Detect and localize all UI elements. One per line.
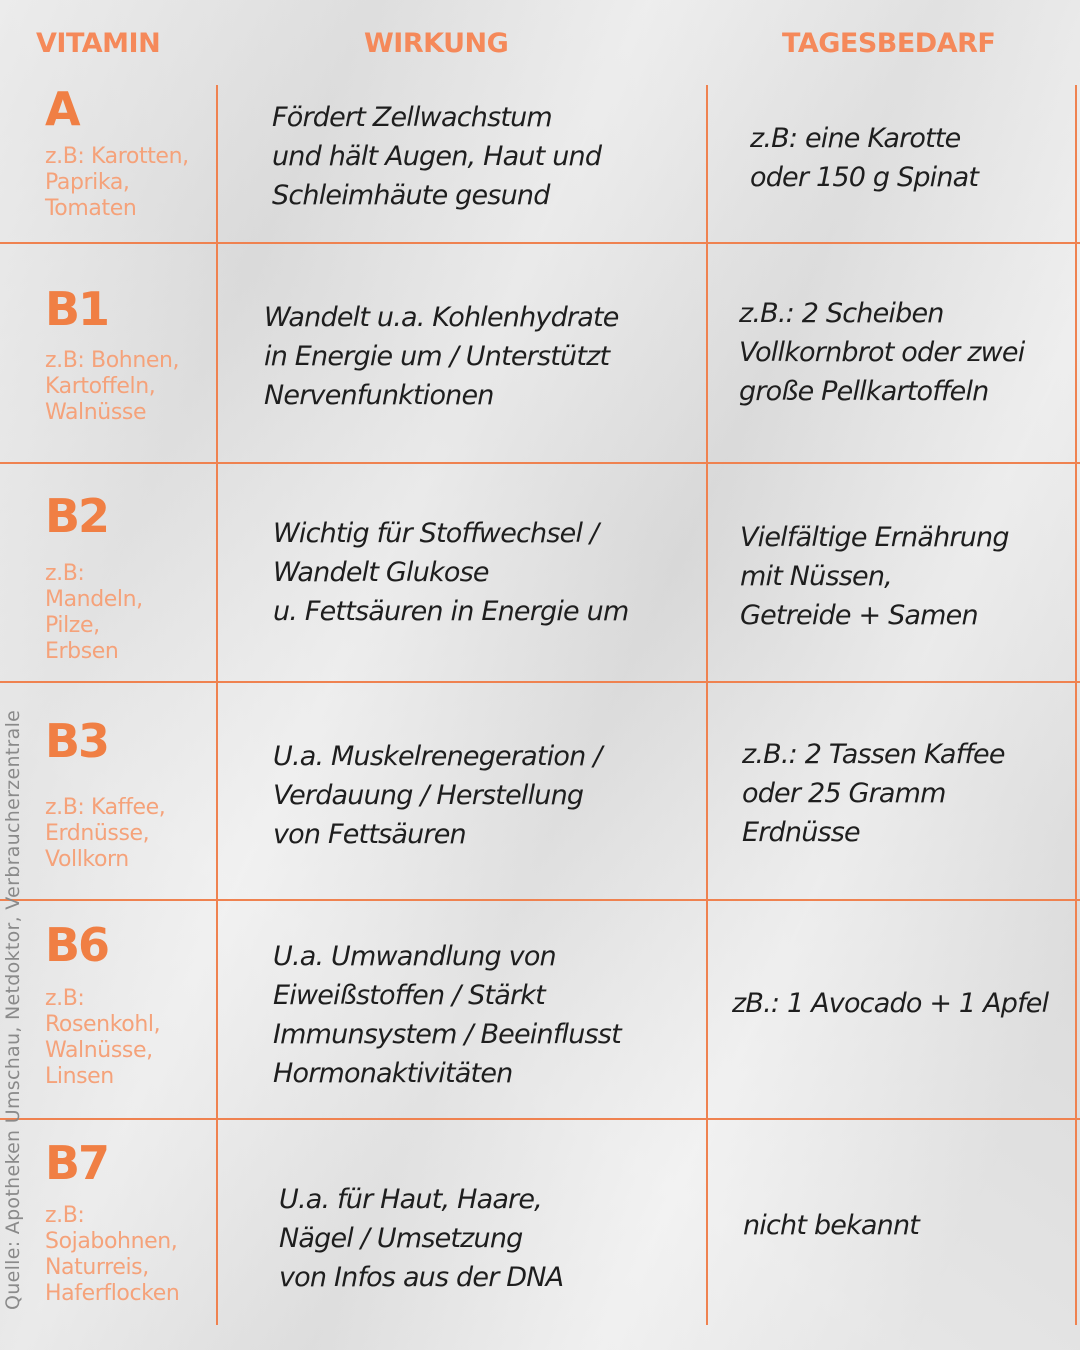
tagesbedarf-text: nicht bekannt: [743, 1210, 920, 1241]
tagesbedarf-text: z.B: eine Karotte oder 150 g Spinat: [750, 123, 979, 193]
row-divider-4: [0, 899, 1080, 901]
wirkung-text: Wandelt u.a. Kohlenhydrate in Energie um / Unterstützt Nervenfunktionen: [264, 302, 619, 411]
vitamin-foods: z.B: Kaffee, Erdnüsse, Vollkorn: [45, 795, 166, 872]
tagesbedarf-text: zB.: 1 Avocado + 1 Apfel: [732, 988, 1049, 1019]
header-wirkung: WIRKUNG: [364, 28, 509, 59]
row-divider-5: [0, 1118, 1080, 1120]
vitamin-name: B2: [45, 489, 109, 543]
vitamin-foods: z.B: Karotten, Paprika, Tomaten: [45, 144, 189, 221]
vitamin-name: B3: [45, 714, 109, 768]
wirkung-text: U.a. Muskelrenegeration / Verdauung / Herstellung von Fettsäuren: [273, 741, 602, 850]
tagesbedarf-text: Vielfältige Ernährung mit Nüssen, Getreide + Samen: [740, 522, 1009, 631]
wirkung-text: Fördert Zellwachstum und hält Augen, Haut und Schleimhäute gesund: [272, 102, 602, 211]
wirkung-text: U.a. für Haut, Haare, Nägel / Umsetzung von Infos aus der DNA: [279, 1184, 564, 1293]
vitamin-foods: z.B: Sojabohnen, Naturreis, Haferflocken: [45, 1203, 180, 1306]
vitamin-name: B1: [45, 282, 109, 336]
header-vitamin: VITAMIN: [36, 28, 161, 59]
column-divider-2: [706, 85, 708, 1325]
vitamin-foods: z.B: Bohnen, Kartoffeln, Walnüsse: [45, 348, 180, 425]
vitamin-foods: z.B: Mandeln, Pilze, Erbsen: [45, 561, 143, 664]
source-credit: Quelle: Apotheken Umschau, Netdoktor, Verbraucherzentrale: [2, 709, 24, 1310]
tagesbedarf-text: z.B.: 2 Scheiben Vollkornbrot oder zwei große Pellkartoffeln: [739, 298, 1025, 407]
column-divider-1: [216, 85, 218, 1325]
vitamin-name: B6: [45, 918, 109, 972]
wirkung-text: Wichtig für Stoffwechsel / Wandelt Glukose u. Fettsäuren in Energie um: [273, 518, 629, 627]
vitamin-foods: z.B: Rosenkohl, Walnüsse, Linsen: [45, 986, 161, 1089]
row-divider-1: [0, 242, 1080, 244]
wirkung-text: U.a. Umwandlung von Eiweißstoffen / Stärkt Immunsystem / Beeinflusst Hormonaktivitäten: [273, 941, 621, 1089]
vitamin-name: A: [45, 82, 79, 136]
column-divider-3: [1075, 85, 1077, 1325]
row-divider-3: [0, 681, 1080, 683]
vitamin-name: B7: [45, 1136, 109, 1190]
row-divider-2: [0, 462, 1080, 464]
tagesbedarf-text: z.B.: 2 Tassen Kaffee oder 25 Gramm Erdnüsse: [742, 739, 1005, 848]
header-tagesbedarf: TAGESBEDARF: [782, 28, 996, 59]
